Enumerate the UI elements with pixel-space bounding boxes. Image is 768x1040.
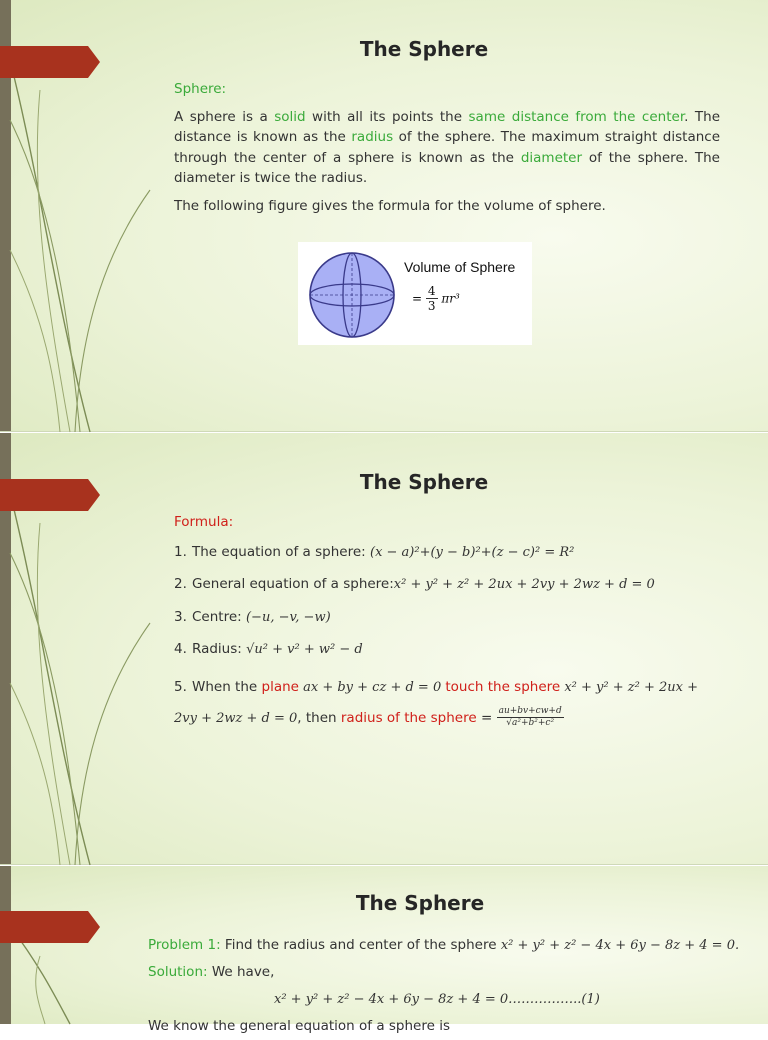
- slide-3: [0, 866, 768, 1034]
- title-arrow: [0, 911, 100, 943]
- solution-line: Solution: We have,: [148, 964, 275, 980]
- problem-body: [148, 932, 756, 1040]
- definition-paragraph: A sphere is a solid with all its points the same distance from the center. The distance is known as the radius of the sphere. The maximum straight distance through the center of a sphere is known as the diameter of the sphere. The diameter is twice the radius.: [174, 108, 720, 186]
- figure-label: Volume of Sphere: [404, 259, 516, 275]
- formula-item-3: 3. Centre: (−u, −v, −w): [174, 608, 331, 625]
- decorative-curves: [0, 866, 170, 1024]
- formula-item-4: 4. Radius: √u² + v² + w² − d: [174, 641, 363, 657]
- formula-list: [174, 512, 748, 745]
- slide-1: [0, 0, 768, 432]
- problem-statement: Problem 1: Find the radius and center of the sphere x² + y² + z² − 4x + 6y − 8z + 4 = 0.: [148, 937, 740, 953]
- slide-title: The Sphere: [359, 470, 489, 494]
- equation-1: x² + y² + z² − 4x + 6y − 8z + 4 = 0……………..(1): [274, 992, 600, 1007]
- volume-formula: = $\frac{4}{3}$ πr³: [412, 284, 460, 313]
- slide-title: The Sphere: [355, 891, 485, 915]
- formula-item-1: 1. The equation of a sphere: (x − a)²+(y − b)²+(z − c)² = R²: [174, 543, 575, 560]
- section-heading: Formula:: [174, 514, 234, 530]
- sphere-volume-figure: [298, 242, 532, 345]
- slide-body: [174, 79, 720, 216]
- slide-2: [0, 433, 768, 865]
- sphere-icon: [306, 242, 406, 345]
- section-heading: Sphere:: [174, 81, 227, 97]
- formula-item-2: 2. General equation of a sphere:x² + y² + z² + 2ux + 2vy + 2wz + d = 0: [174, 576, 655, 592]
- continuation-text: We know the general equation of a sphere is: [148, 1018, 450, 1034]
- figure-intro: The following figure gives the formula for the volume of sphere.: [174, 197, 606, 214]
- slide-title: The Sphere: [359, 37, 489, 61]
- formula-item-5: 5. When the plane ax + by + cz + d = 0 touch the sphere x² + y² + z² + 2ux + 2vy + 2wz + d = 0, then radius of the sphere = $\frac{au+bv+cw+d}{\text{√a²+b²+c²}}$: [174, 678, 698, 728]
